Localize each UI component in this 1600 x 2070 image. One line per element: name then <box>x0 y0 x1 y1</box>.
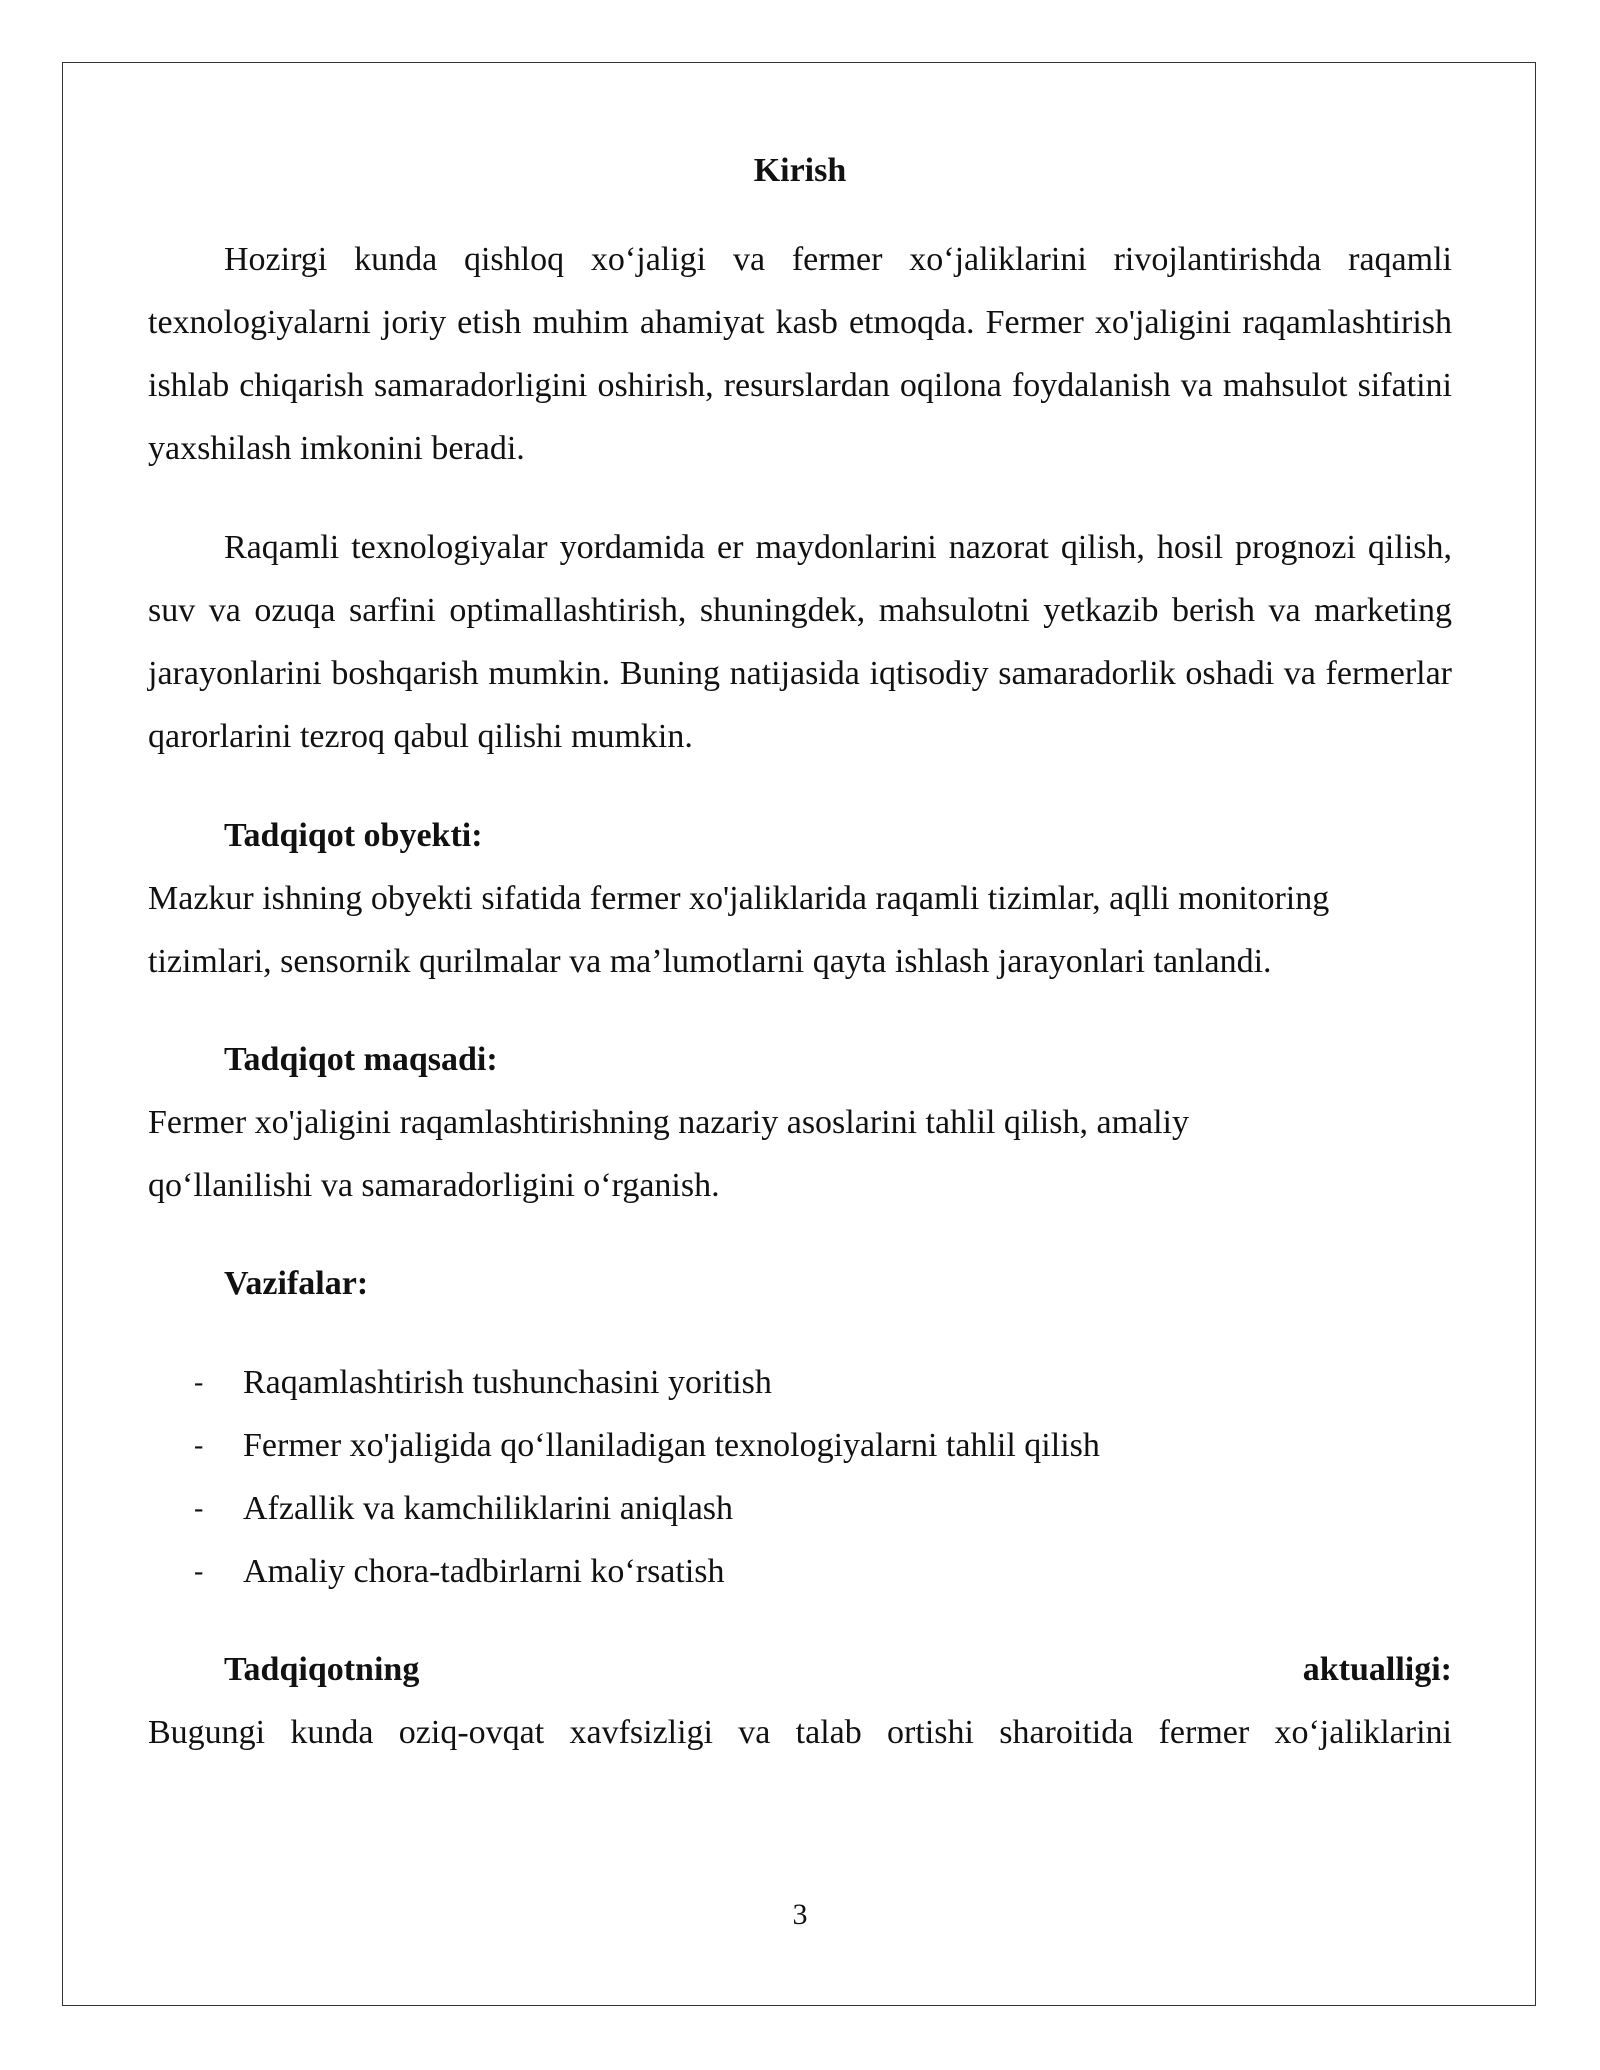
task-item <box>148 1477 1452 1540</box>
goal-text-line-1: Fermer xo'jaligini raqamlashtirishning nazariy asoslarini tahlil qilish, amaliy <box>148 1104 1190 1141</box>
task-item <box>148 1540 1452 1603</box>
tasks-heading: Vazifalar: <box>224 1265 369 1302</box>
task-item <box>148 1414 1452 1477</box>
task-text: Fermer xo'jaligida qo‘llaniladigan texnologiyalarni tahlil qilish <box>243 1427 1100 1464</box>
intro-paragraph-1: Hozirgi kunda qishloq xo‘jaligi va fermer xo‘jaliklarini rivojlantirishda raqamli texnologiyalarni joriy etish muhim ahamiyat kasb etmoqda. Fermer xo'jaligini raqamlashtirish ishlab chiqarish samaradorligini oshirish, resurslardan oqilona foydalanish va mahsulot sifatini yaxshilash imkonini beradi. <box>148 241 1452 467</box>
dash-bullet: - <box>194 1430 204 1461</box>
intro-paragraph-2: Raqamli texnologiyalar yordamida er maydonlarini nazorat qilish, hosil prognozi qilish, suv va ozuqa sarfini optimallashtirish, shuningdek, mahsulotni yetkazib berish va marketing jarayonlarini boshqarish mumkin. Buning natijasida iqtisodiy samaradorlik oshadi va fermerlar qarorlarini tezroq qabul qilishi mumkin. <box>148 529 1452 755</box>
document-title: Kirish <box>753 152 847 189</box>
goal-heading: Tadqiqot maqsadi: <box>224 1041 498 1078</box>
relevance-heading <box>148 1638 1452 1701</box>
object-text: Mazkur ishning obyekti sifatida fermer xo'jaliklarida raqamli tizimlar, aqlli monitoring tizimlari, sensornik qurilmalar va ma’lumotlarni qayta ishlash jarayonlari tanlandi. <box>148 880 1330 980</box>
relevance-heading-left: Tadqiqotning <box>224 1651 420 1688</box>
tasks-list <box>148 1351 1452 1603</box>
relevance-text: Bugungi kunda oziq-ovqat xavfsizligi va talab ortishi sharoitida fermer xo‘jaliklarini <box>148 1714 1452 1751</box>
object-heading: Tadqiqot obyekti: <box>224 817 483 854</box>
page-number: 3 <box>792 1898 808 1931</box>
page-content <box>148 146 1452 1764</box>
task-text: Afzallik va kamchiliklarini aniqlash <box>243 1490 734 1527</box>
goal-text-line-2: qo‘llanilishi va samaradorligini o‘rganish. <box>148 1167 720 1204</box>
dash-bullet: - <box>194 1556 204 1587</box>
task-text: Amaliy chora-tadbirlarni ko‘rsatish <box>243 1553 725 1590</box>
dash-bullet: - <box>194 1367 204 1398</box>
relevance-heading-right: aktualligi: <box>1302 1651 1452 1688</box>
dash-bullet: - <box>194 1493 204 1524</box>
task-item <box>148 1351 1452 1414</box>
task-text: Raqamlashtirish tushunchasini yoritish <box>243 1364 772 1401</box>
